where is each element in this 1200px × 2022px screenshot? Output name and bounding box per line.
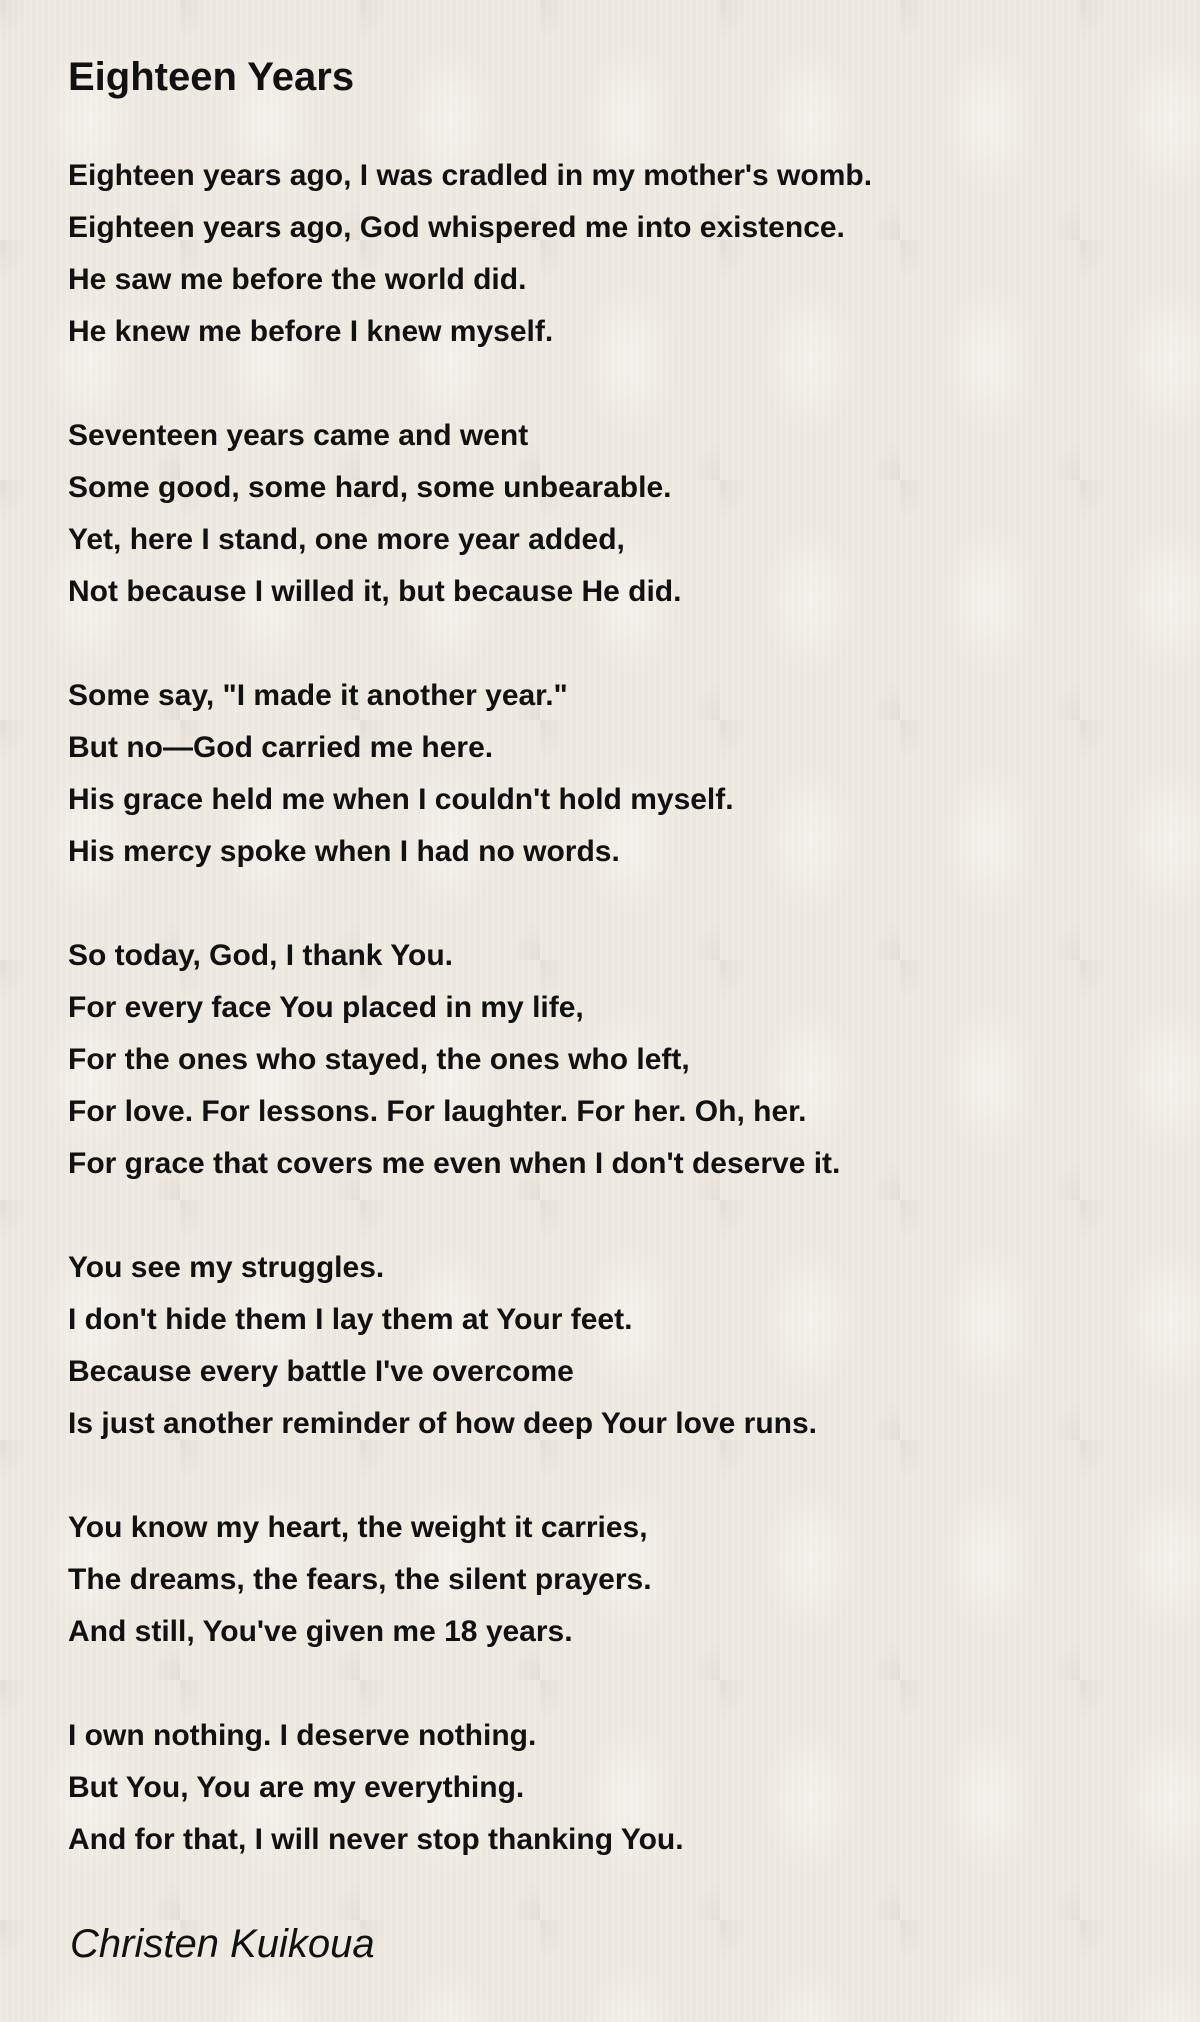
- poem-title: Eighteen Years: [68, 55, 355, 99]
- poem-line: For love. For lessons. For laughter. For her. Oh, her.: [68, 1095, 807, 1128]
- poem-body: [68, 150, 1148, 1918]
- poem-author: Christen Kuikoua: [70, 1922, 375, 1966]
- poem-line: For the ones who stayed, the ones who left,: [68, 1043, 690, 1076]
- poem-line: But You, You are my everything.: [68, 1771, 525, 1804]
- poem-line: His mercy spoke when I had no words.: [68, 835, 620, 868]
- poem-line: Because every battle I've overcome: [68, 1355, 574, 1388]
- poem-line: For every face You placed in my life,: [68, 991, 584, 1024]
- poem-line: For grace that covers me even when I don't deserve it.: [68, 1147, 841, 1180]
- stanza-7: [68, 1710, 1148, 1866]
- stanza-2: [68, 410, 1148, 618]
- poem-line: I don't hide them I lay them at Your feet.: [68, 1303, 633, 1336]
- poem-line: Yet, here I stand, one more year added,: [68, 523, 625, 556]
- poem-line: Not because I willed it, but because He did.: [68, 575, 682, 608]
- poem-line: So today, God, I thank You.: [68, 939, 454, 972]
- poem-line: And still, You've given me 18 years.: [68, 1615, 573, 1648]
- poem-line: He knew me before I knew myself.: [68, 315, 554, 348]
- poem-line: Eighteen years ago, I was cradled in my mother's womb.: [68, 159, 873, 192]
- poem-line: And for that, I will never stop thanking You.: [68, 1823, 684, 1856]
- poem-line: I own nothing. I deserve nothing.: [68, 1719, 537, 1752]
- poem-line: His grace held me when I couldn't hold myself.: [68, 783, 734, 816]
- stanza-6: [68, 1502, 1148, 1658]
- stanza-1: [68, 150, 1148, 358]
- poem-line: You see my struggles.: [68, 1251, 385, 1284]
- poem-line: He saw me before the world did.: [68, 263, 527, 296]
- stanza-4: [68, 930, 1148, 1190]
- poem-line: The dreams, the fears, the silent prayers.: [68, 1563, 652, 1596]
- stanza-5: [68, 1242, 1148, 1450]
- poem-line: Some say, "I made it another year.": [68, 679, 568, 712]
- poem-line: But no—God carried me here.: [68, 731, 494, 764]
- poem-line: Seventeen years came and went: [68, 419, 529, 452]
- poem-line: You know my heart, the weight it carries,: [68, 1511, 648, 1544]
- poem-line: Eighteen years ago, God whispered me into existence.: [68, 211, 845, 244]
- poem-line: Is just another reminder of how deep Your love runs.: [68, 1407, 818, 1440]
- poem-line: Some good, some hard, some unbearable.: [68, 471, 672, 504]
- stanza-3: [68, 670, 1148, 878]
